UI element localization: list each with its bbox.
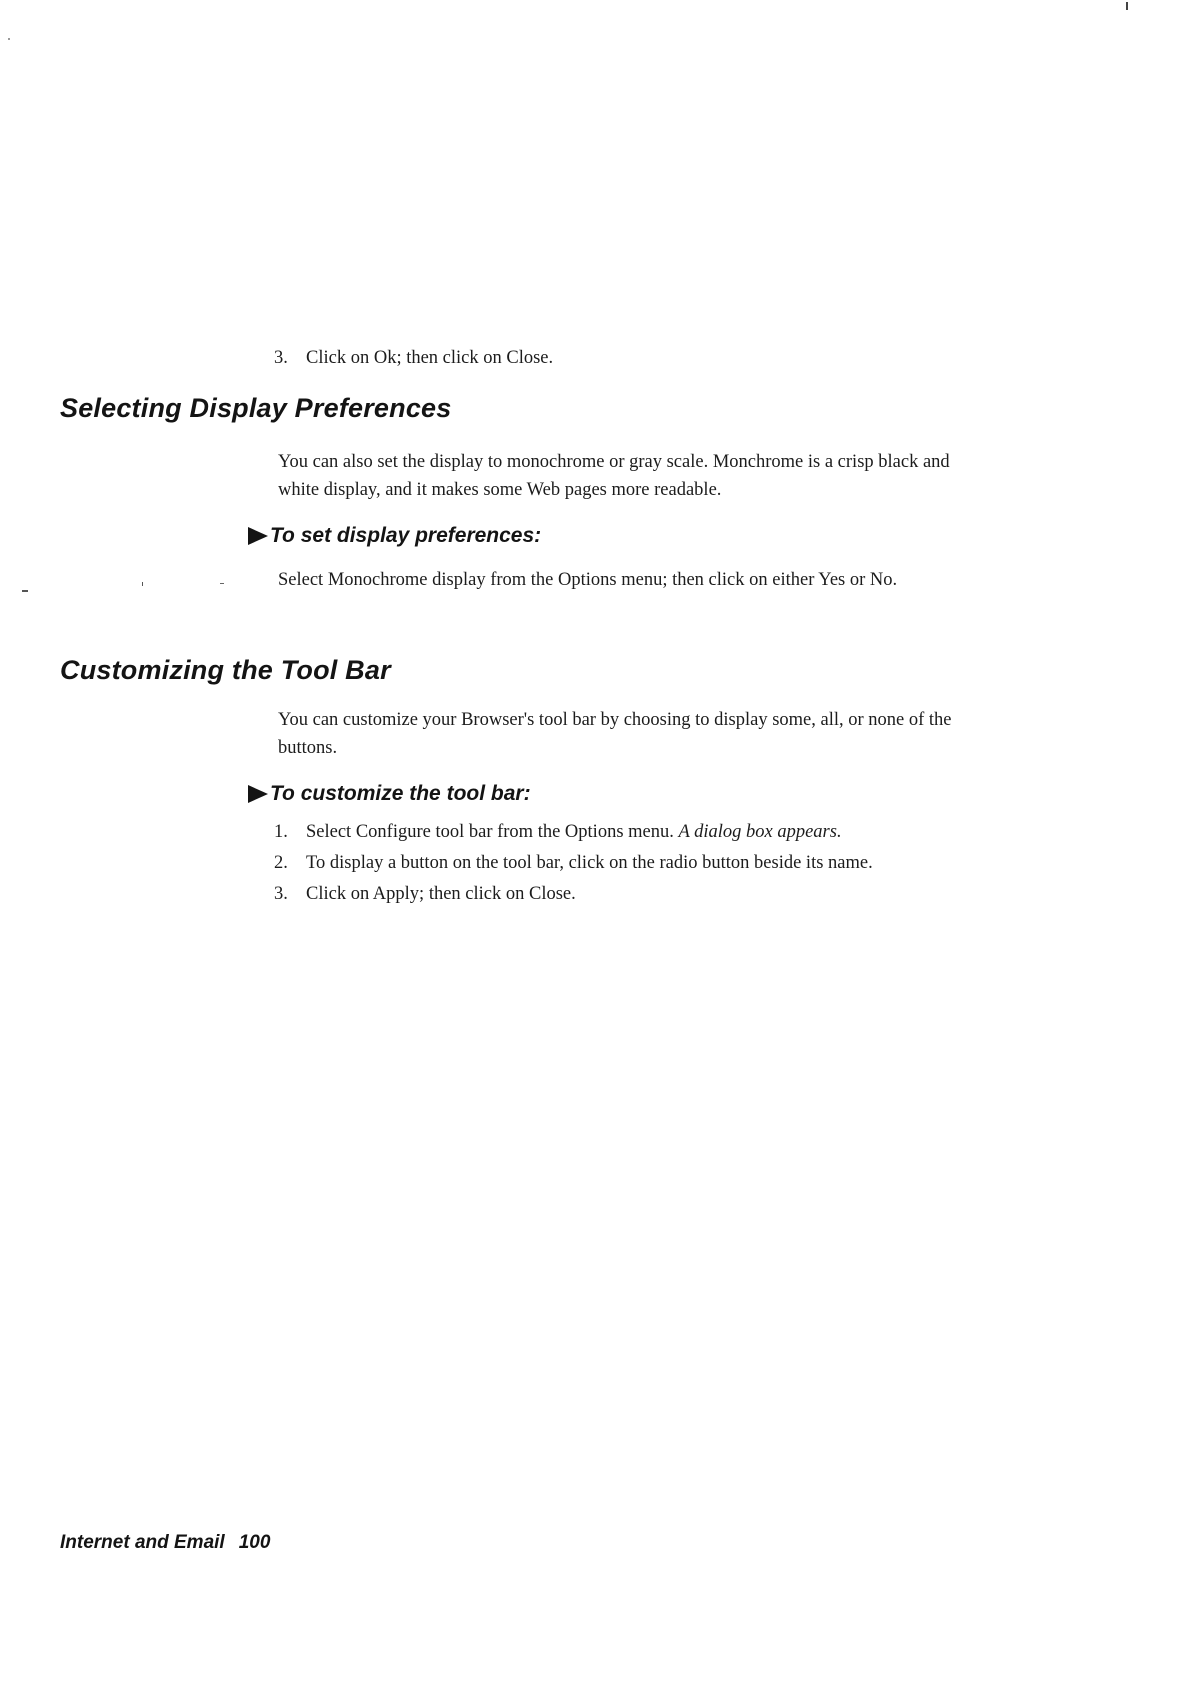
display-intro-paragraph: You can also set the display to monochrome or gray scale. Monchrome is a crisp black and white display, and it makes some Web pages more readable. [278, 452, 950, 500]
scan-speck [8, 38, 10, 40]
step-number: 1. [274, 822, 288, 842]
section-heading-toolbar: Customizing the Tool Bar [60, 655, 391, 685]
page-number: 100 [238, 1532, 271, 1553]
procedure-heading-label: To customize the tool bar: [270, 782, 531, 805]
list-item [274, 880, 964, 908]
triangle-arrow-icon [248, 527, 268, 545]
list-item [274, 849, 964, 877]
page-footer [60, 1532, 270, 1554]
step-text [306, 818, 964, 846]
step-text: Click on Apply; then click on Close. [306, 884, 576, 904]
step-text: Click on Ok; then click on Close. [306, 348, 554, 368]
display-procedure-paragraph: Select Monochrome display from the Options menu; then click on either Yes or No. [278, 570, 898, 590]
procedure-heading-label: To set display preferences: [270, 524, 542, 547]
step-text: To display a button on the tool bar, click on the radio button beside its name. [306, 853, 873, 873]
procedure-heading-toolbar [248, 782, 531, 806]
step-number: 3. [274, 348, 288, 368]
footer-section-title: Internet and Email [60, 1532, 225, 1553]
scan-speck [142, 582, 143, 586]
toolbar-step-list [274, 818, 964, 911]
procedure-heading-display [248, 524, 541, 548]
step-number: 2. [274, 853, 288, 873]
triangle-arrow-icon [248, 785, 268, 803]
scan-speck [22, 590, 28, 592]
scan-speck [1126, 2, 1128, 10]
toolbar-intro-paragraph: You can customize your Browser's tool bar by choosing to display some, all, or none of the buttons. [278, 710, 952, 758]
scan-speck [220, 583, 224, 584]
top-step-list [274, 344, 964, 375]
step-number: 3. [274, 884, 288, 904]
step-note: A dialog box appears. [678, 822, 842, 842]
list-item [274, 818, 964, 846]
list-item [274, 344, 964, 372]
section-heading-display: Selecting Display Preferences [60, 393, 452, 423]
step-main-text: Select Configure tool bar from the Options menu. [306, 822, 674, 842]
